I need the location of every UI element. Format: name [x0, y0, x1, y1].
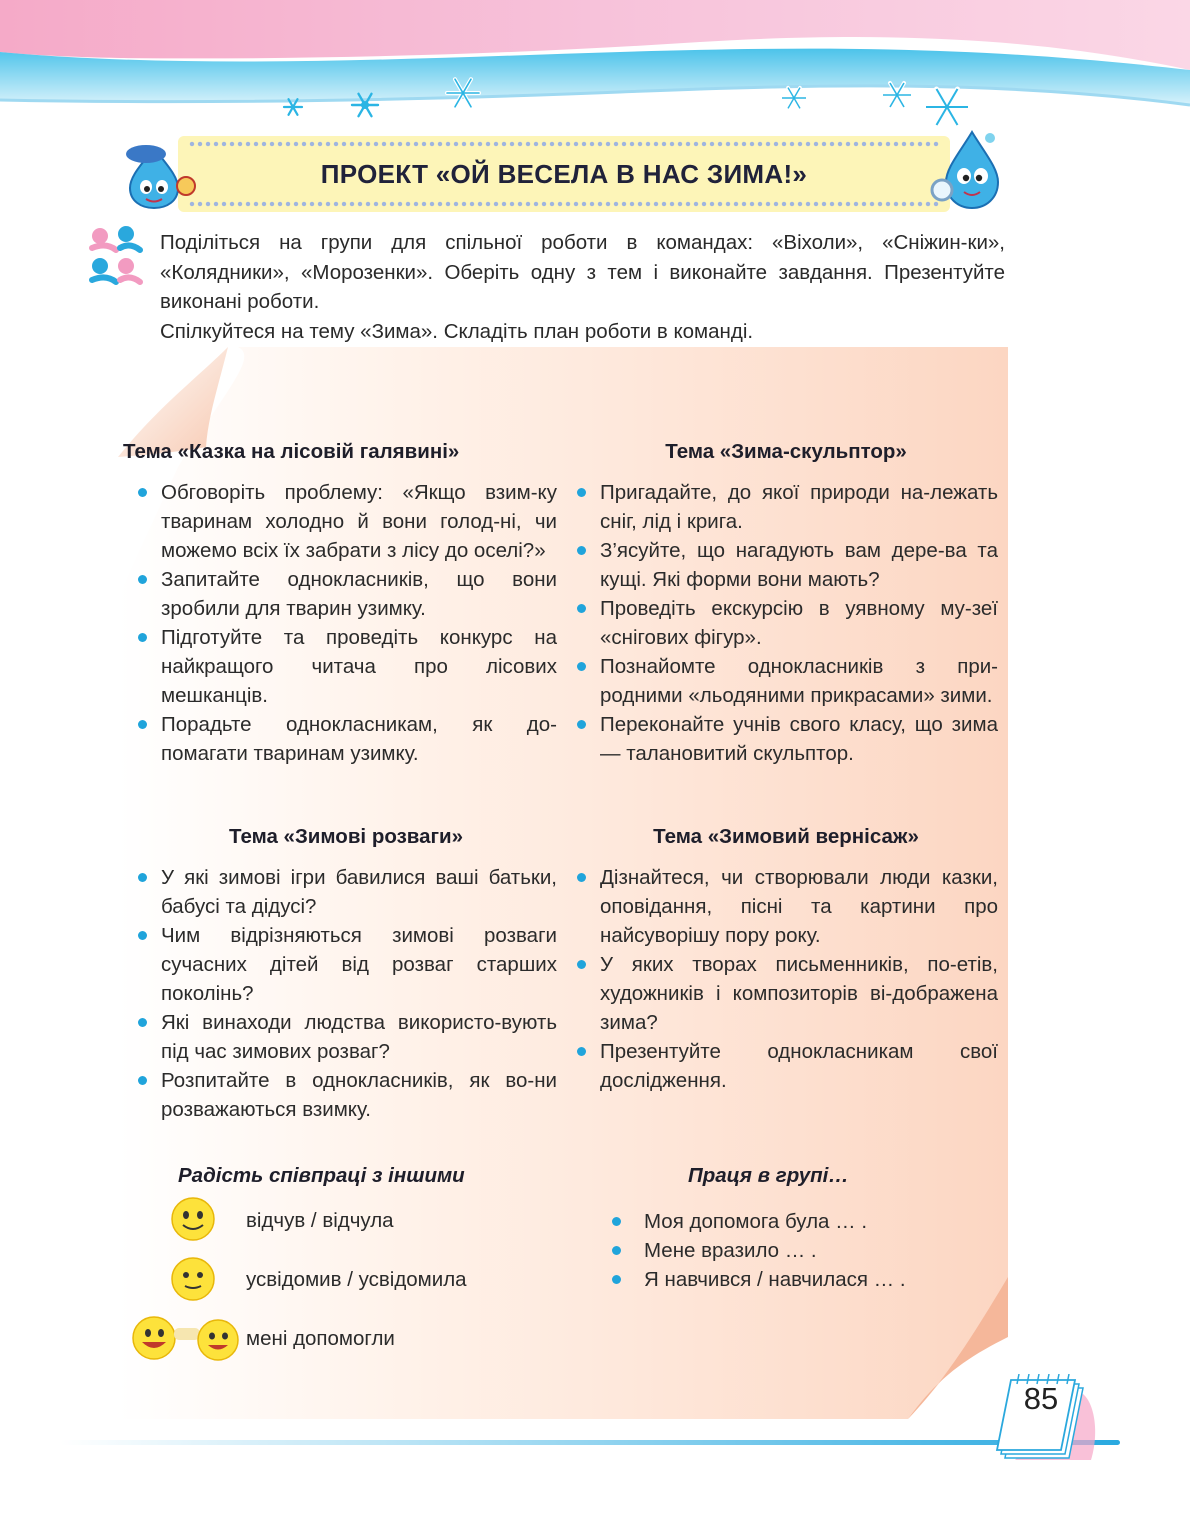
list-item: Дізнайтеся, чи створювали люди казки, оповідання, пісні та картини про найсуворішу пору року.: [574, 863, 998, 950]
drop-mascot-icon: [926, 124, 1010, 216]
intro-paragraph: Спілкуйтеся на тему «Зима». Складіть план роботи в команді.: [160, 319, 754, 343]
list-item: Підготуйте та проведіть конкурс на найкращого читача про лісових мешканців.: [135, 623, 557, 710]
list-item: Познайомте однокласників з при-родними «льодяними прикрасами» зими.: [574, 652, 998, 710]
snowflake-icon: [780, 84, 808, 112]
list-item: У яких творах письменників, по-етів, художників і композиторів ві-дображена зима?: [574, 950, 998, 1037]
groupwork-title: Праця в групі…: [688, 1164, 849, 1187]
reflection-title: Радість співпраці з іншими: [178, 1164, 465, 1187]
topic-section: [574, 440, 998, 768]
list-item: Я навчився / навчилася … .: [604, 1265, 906, 1294]
list-item: У які зимові ігри бавилися ваші батьки, бабусі та дідусі?: [135, 863, 557, 921]
list-item: Які винаходи людства використо-вують під час зимових розваг?: [135, 1008, 557, 1066]
topic-list: [574, 863, 998, 1095]
list-item: Презентуйте однокласникам свої дослідження.: [574, 1037, 998, 1095]
list-item: Моя допомога була … .: [604, 1207, 906, 1236]
topic-title: Тема «Казка на лісовій галявині»: [123, 440, 460, 463]
smiley-icon: [170, 1196, 216, 1242]
list-item: З’ясуйте, що нагадують вам дере-ва та кущі. Які форми вони мають?: [574, 536, 998, 594]
topic-list: [574, 478, 998, 768]
title-banner: [178, 136, 950, 212]
snowflake-icon: [880, 78, 914, 112]
list-item: Обговоріть проблему: «Якщо взим-ку тваринам холодно й вони голод-ні, чи можемо всіх їх забрати з лісу до оселі?»: [135, 478, 557, 565]
topic-section: [135, 825, 557, 1124]
smiley-icon: [170, 1256, 216, 1302]
group-work-icon: [86, 222, 150, 288]
page-title: ПРОЕКТ «ОЙ ВЕСЕЛА В НАС ЗИМА!»: [320, 159, 808, 189]
list-item: Розпитайте в однокласників, як во-ни розважаються взимку.: [135, 1066, 557, 1124]
list-item: Порадьте однокласникам, як до-помагати тваринам узимку.: [135, 710, 557, 768]
topic-list: [135, 478, 557, 768]
intro-paragraph: Поділіться на групи для спільної роботи в командах: «Віхоли», «Сніжин-ки», «Колядники», «Морозенки». Оберіть одну з тем і виконайте завдання. Презентуйте виконані роботи.: [160, 231, 1005, 313]
topic-list: [135, 863, 557, 1124]
reflection-row: усвідомив / усвідомила: [246, 1268, 467, 1291]
header-decoration: [0, 0, 1190, 140]
list-item: Проведіть екскурсію в уявному му-зеї «снігових фігур».: [574, 594, 998, 652]
intro-text: [160, 228, 1005, 346]
list-item: Пригадайте, до якої природи на-лежать сніг, лід і крига.: [574, 478, 998, 536]
two-smileys-icon: [130, 1314, 240, 1362]
groupwork-list: [604, 1207, 906, 1294]
topic-section: [574, 825, 998, 1095]
list-item: Переконайте учнів свого класу, що зима — талановитий скульптор.: [574, 710, 998, 768]
list-item: Запитайте однокласників, що вони зробили для тварин узимку.: [135, 565, 557, 623]
snowflake-icon: [282, 96, 304, 118]
snowflake-icon: [444, 74, 482, 112]
footer-divider: [60, 1438, 1120, 1448]
topic-title: Тема «Зимові розваги»: [228, 825, 464, 848]
drop-mascot-icon: [118, 138, 200, 210]
topic-title: Тема «Зима-скульптор»: [665, 440, 907, 463]
topic-title: Тема «Зимовий вернісаж»: [653, 825, 919, 848]
snowflake-icon: [350, 90, 380, 120]
topic-section: [123, 440, 557, 768]
reflection-row: відчув / відчула: [246, 1209, 394, 1232]
list-item: Чим відрізняються зимові розваги сучасних дітей від розваг старших поколінь?: [135, 921, 557, 1008]
page-number: 85: [1023, 1381, 1059, 1416]
list-item: Мене вразило … .: [604, 1236, 906, 1265]
reflection-row: мені допомогли: [246, 1327, 395, 1350]
